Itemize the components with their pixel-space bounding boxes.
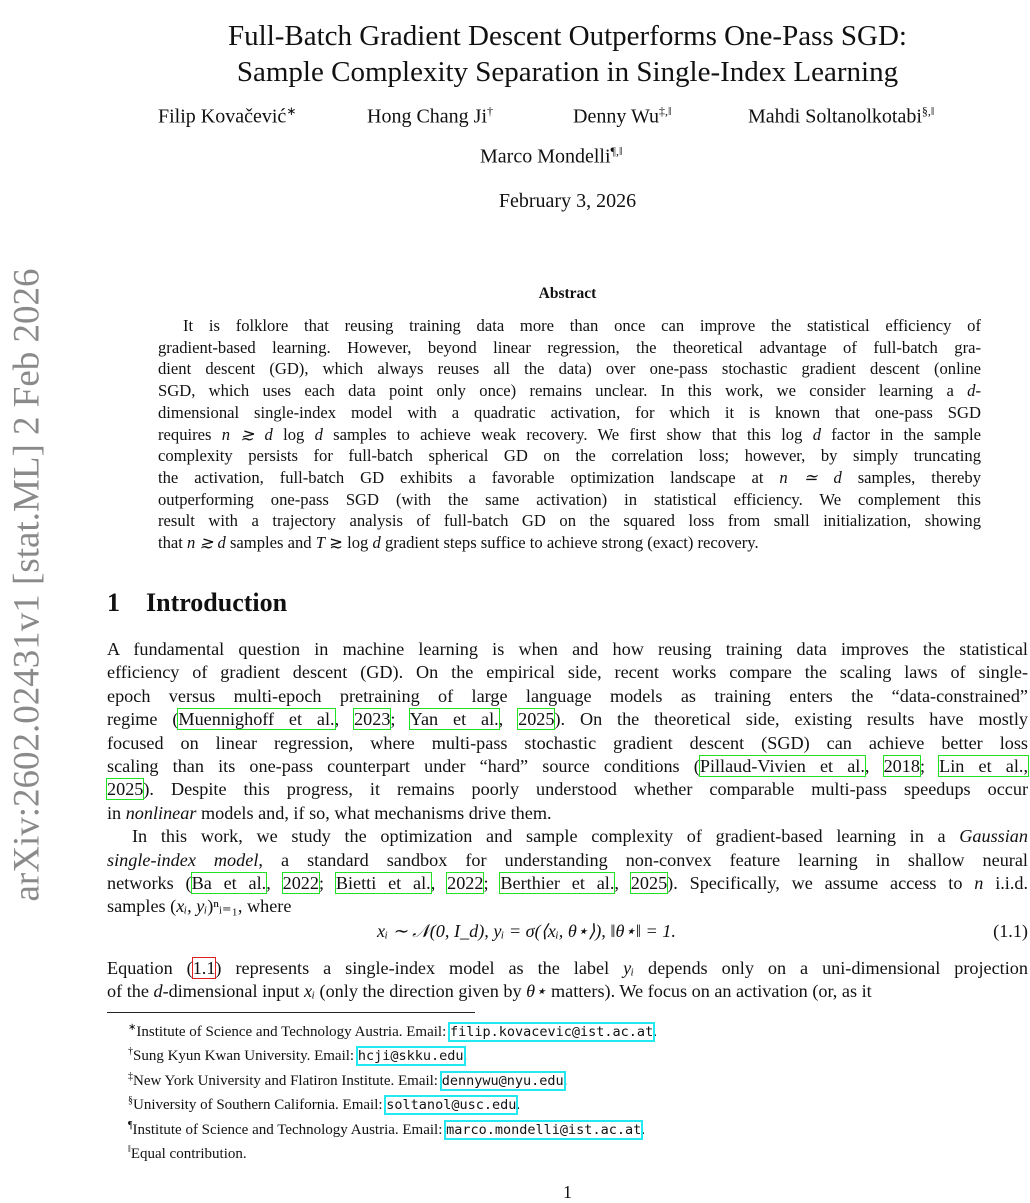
paper-title [107, 18, 1028, 90]
math-italic: T [315, 533, 325, 553]
author-name: Denny Wu [573, 105, 660, 128]
text-run: ≳ log [324, 533, 373, 553]
text-run: samples ( [107, 896, 177, 917]
text-line [158, 489, 981, 511]
text-run: A fundamental question in machine learning is when and how reusing training data improves the statistical [107, 639, 1028, 659]
text-run: Equation ( [107, 958, 193, 978]
text-run: )ⁿᵢ₌₁, where [207, 896, 292, 917]
footnote-mark: ‖ [128, 1144, 131, 1156]
footnote-text: New York University and Flatiron Institute. Email: [133, 1072, 442, 1089]
text-run: ). Specifically, we assume access to [667, 873, 975, 894]
abstract-heading: Abstract [538, 285, 597, 302]
section-number: 1 [107, 588, 120, 617]
text-run: In this work, we study the optimization and sample complexity of gradient-based learning in a [132, 826, 960, 847]
author [748, 104, 934, 129]
citation-link[interactable]: 2025 [518, 709, 555, 730]
author [158, 104, 296, 129]
email-link[interactable]: soltanol@usc.edu [386, 1097, 517, 1114]
text-run: ; [318, 873, 336, 894]
equation-ref-link[interactable]: 1.1 [192, 958, 216, 978]
section-title: Introduction [146, 588, 288, 617]
abstract-body [158, 315, 981, 554]
author-mark: §,‖ [921, 104, 935, 118]
citation-link[interactable]: Muennighoff et al. [178, 709, 335, 730]
footnote-mark: ∗ [128, 1022, 137, 1033]
section-heading [107, 588, 287, 618]
footnote-text: Equal contribution. [130, 1146, 247, 1163]
text-line [158, 380, 981, 402]
text-run: dimensional single-index model with a quadratic activation, for which it is known that one-pass SGD [158, 402, 981, 422]
text-line [107, 661, 1028, 684]
footnote-text: Institute of Science and Technology Austria. Email: [132, 1121, 447, 1138]
email-link[interactable]: filip.kovacevic@ist.ac.at [450, 1024, 654, 1040]
punct: . [516, 1097, 521, 1114]
author-name: Mahdi Soltanolkotabi [748, 105, 922, 128]
text-run: log [272, 424, 315, 444]
math-italic: n ≃ d [779, 467, 842, 487]
footnote-text: University of Southern California. Email: [133, 1097, 387, 1114]
text-line [107, 755, 1028, 778]
text-run: - [975, 381, 981, 401]
title-line: Sample Complexity Separation in Single-Index Learning [236, 56, 899, 88]
citation-link[interactable]: 2023 [354, 709, 391, 730]
math-italic: Gaussian [959, 826, 1028, 847]
text-run: -dimensional input [162, 981, 305, 1002]
text-line [158, 358, 981, 380]
author-name: Filip Kovačević [158, 105, 287, 128]
author [573, 104, 671, 129]
citation-link[interactable]: 2025 [630, 873, 668, 894]
text-run: i.i.d. [983, 873, 1029, 894]
math-italic: xᵢ, yᵢ [176, 896, 208, 917]
text-line [107, 957, 1028, 980]
text-line [107, 895, 1028, 918]
text-line [158, 510, 981, 532]
text-run: complexity persists for full-batch spherical GD on the correlation loss; however, by simply truncating [158, 446, 981, 466]
intro-body [107, 638, 1028, 919]
punct: . [641, 1121, 645, 1138]
text-line [158, 337, 981, 359]
text-run: networks ( [107, 873, 192, 894]
math-italic: n ≳ d [187, 533, 226, 553]
footnote [128, 1067, 657, 1091]
text-run: models and, if so, what mechanisms drive them. [196, 802, 552, 823]
math-italic: d [314, 424, 323, 444]
text-run: scaling than its one-pass counterpart under “hard” source conditions ( [107, 756, 700, 777]
footnote-mark: ¶ [128, 1119, 133, 1131]
citation-link[interactable]: 2025 [107, 779, 144, 800]
text-line [158, 532, 981, 554]
text-line [107, 825, 1028, 848]
text-run: (only the direction given by [314, 981, 527, 1002]
footnotes [128, 1018, 657, 1164]
footnote [128, 1042, 657, 1066]
author [367, 104, 493, 129]
text-line [158, 467, 981, 489]
text-run: matters). We focus on an activation (or, as it [546, 981, 872, 1002]
text-run: gradient-based learning. However, beyond linear regression, the theoretical advantage of full-batch gra- [158, 337, 981, 357]
footnote [128, 1140, 657, 1164]
math-italic: xᵢ [304, 981, 315, 1002]
author-mark: ∗ [286, 104, 297, 118]
text-run: requires [158, 424, 222, 444]
text-run: gradient steps suffice to achieve strong (exact) recovery. [380, 533, 759, 553]
footnote-rule [107, 1012, 475, 1013]
footnote [128, 1091, 657, 1115]
text-run: , a standard sandbox for understanding non-convex feature learning in shallow neural [258, 849, 1028, 870]
math-italic: d [812, 424, 821, 444]
author [480, 144, 622, 169]
citation-link[interactable]: 2018 [883, 756, 920, 777]
math-italic: d [967, 381, 976, 401]
equation-tag: (1.1) [993, 921, 1028, 941]
equation-body: xᵢ ∼ 𝒩(0, I_d), yᵢ = σ(⟨xᵢ, θ⋆⟩), ‖θ⋆‖ = 1. [377, 921, 676, 941]
arxiv-stamp: arXiv:2602.02431v1 [stat.ML] 2 Feb 2026 [6, 268, 48, 902]
text-run: in [107, 802, 126, 823]
text-line [107, 872, 1028, 895]
date: February 3, 2026 [498, 190, 637, 212]
text-run: samples and [225, 533, 316, 553]
text-run: , [334, 709, 355, 730]
text-run: , [430, 873, 448, 894]
author-name: Marco Mondelli [480, 145, 611, 168]
text-run: , [498, 709, 519, 730]
math-italic: d [153, 981, 163, 1002]
text-line [158, 445, 981, 467]
text-line [107, 638, 1028, 661]
text-run: efficiency of gradient descent (GD). On the empirical side, recent works compare the scaling laws of single- [107, 662, 1028, 683]
text-run: depends only on a uni-dimensional projection [634, 958, 1028, 978]
text-run: factor in the sample [821, 424, 982, 444]
text-run: SGD, which uses each data point only once) remains unclear. In this work, we consider learning a [158, 381, 968, 401]
text-run: dient descent (GD), which always reuses all the data) over one-pass stochastic gradient descent (online [158, 359, 981, 379]
page-number: 1 [563, 1182, 572, 1202]
citation-link[interactable]: Pillaud-Vivien et al. [699, 756, 865, 777]
author-name: Hong Chang Ji [367, 105, 487, 128]
citation-link[interactable]: 2022 [447, 873, 484, 894]
text-run: result with a trajectory analysis of full-batch GD on the squared loss from small initialization, showing [158, 511, 981, 531]
punct: . [563, 1072, 568, 1089]
citation-link[interactable]: Berthier et al. [500, 873, 615, 894]
footnote [128, 1116, 657, 1140]
footnote-text: Institute of Science and Technology Austria. Email: [136, 1024, 450, 1040]
intro-body-continued [107, 957, 1028, 1004]
email-link[interactable]: dennywu@nyu.edu [441, 1072, 564, 1089]
footnote-text: Sung Kyun Kwan University. Email: [133, 1048, 358, 1065]
text-line [107, 802, 1028, 825]
footnote-mark: § [128, 1095, 133, 1107]
email-link[interactable]: hcji@skku.edu [357, 1048, 464, 1065]
math-italic: n ≳ d [221, 424, 273, 444]
text-line [107, 778, 1028, 801]
citation-link[interactable]: Bietti et al. [335, 873, 431, 894]
text-run: outperforming one-pass SGD (with the same activation) in statistical efficiency. We complement this [158, 489, 981, 509]
text-run: ) represents a single-index model as the label [215, 958, 624, 978]
math-italic: nonlinear [125, 802, 197, 823]
text-run: ; [390, 709, 410, 730]
author-mark: ¶,‖ [610, 144, 623, 158]
math-italic: d [372, 533, 381, 553]
citation-link[interactable]: Lin et al., [939, 756, 1029, 777]
text-run: samples to achieve weak recovery. We first show that this log [322, 424, 813, 444]
text-line [158, 315, 981, 337]
text-run: that [158, 533, 188, 553]
citation-link[interactable]: 2022 [282, 873, 319, 894]
email-link[interactable]: marco.mondelli@ist.ac.at [446, 1121, 642, 1138]
punct: . [463, 1048, 468, 1065]
text-run: , [864, 756, 884, 777]
text-run: ). Despite this progress, it remains poorly understood whether comparable multi-pass speedups occur [143, 779, 1028, 800]
math-italic: single-index model [107, 849, 259, 870]
text-run: ; [919, 756, 940, 777]
text-run: epoch versus multi-epoch pretraining of large language models as training enters the “data-constrained” [107, 685, 1028, 706]
text-line [107, 685, 1028, 708]
author-mark: ‡,‖ [659, 104, 672, 118]
text-run: , [266, 873, 283, 894]
text-run: focused on linear regression, where multi-pass stochastic gradient descent (SGD) can achieve better loss [107, 732, 1028, 753]
text-run: the activation, full-batch GD exhibits a favorable optimization landscape at [158, 467, 780, 487]
text-line [158, 424, 981, 446]
text-run: regime ( [107, 709, 179, 730]
math-italic: n [974, 873, 984, 894]
footnote-mark: ‡ [128, 1070, 133, 1082]
math-italic: yᵢ [623, 958, 635, 978]
text-line [107, 732, 1028, 755]
text-run: samples, thereby [841, 467, 981, 487]
math-italic: θ⋆ [526, 981, 547, 1002]
text-line [107, 708, 1028, 731]
text-run: ). On the theoretical side, existing results have mostly [554, 709, 1028, 730]
footnote-mark: † [128, 1046, 133, 1058]
footnote [128, 1018, 657, 1042]
text-run: of the [107, 981, 154, 1002]
citation-link[interactable]: Ba et al. [191, 873, 267, 894]
text-run: , [614, 873, 631, 894]
citation-link[interactable]: Yan et al. [409, 709, 499, 730]
text-line [107, 980, 1028, 1003]
text-run: ; [483, 873, 501, 894]
author-mark: † [487, 104, 493, 118]
punct: . [653, 1024, 657, 1040]
title-line: Full-Batch Gradient Descent Outperforms One-Pass SGD: [228, 20, 907, 52]
text-run: It is folklore that reusing training data more than once can improve the statistical efficiency of [183, 316, 981, 335]
text-line [107, 849, 1028, 872]
text-line [158, 402, 981, 424]
